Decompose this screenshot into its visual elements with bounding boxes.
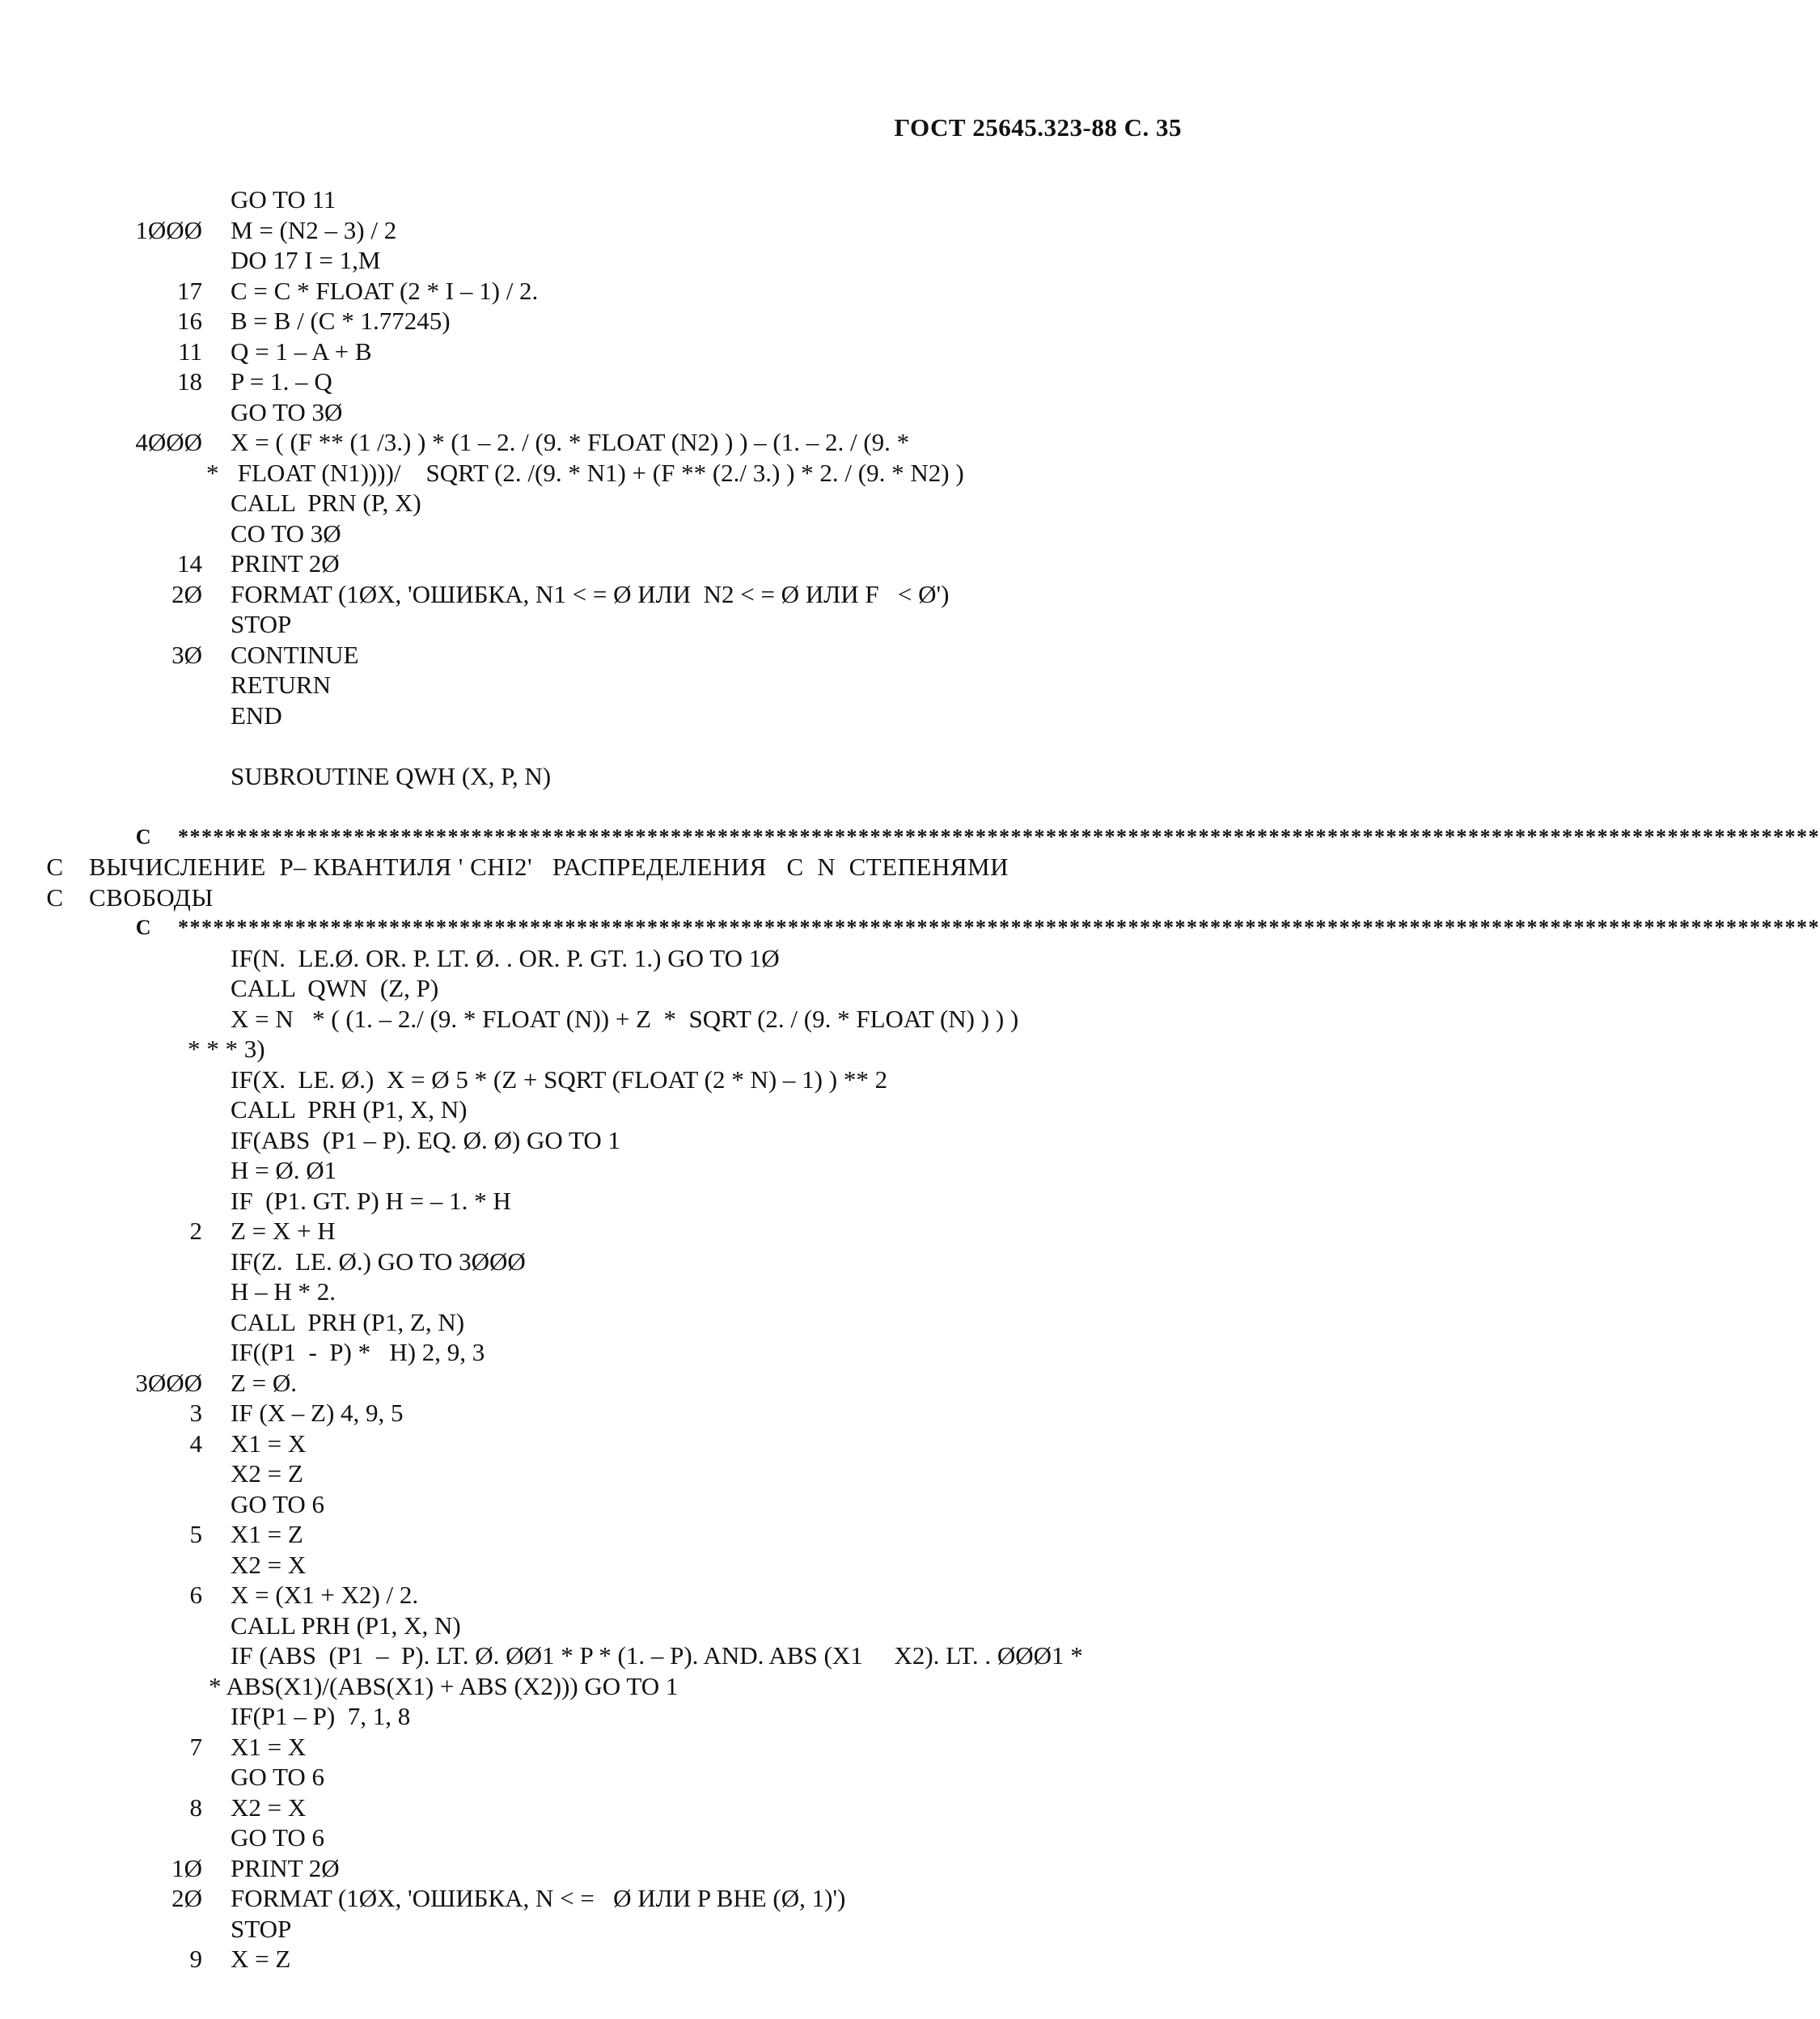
comment-separator xyxy=(89,912,1820,943)
statement-text: B = B / (C * 1.77245) xyxy=(231,307,451,335)
statement-text: IF(ABS (P1 – P). EQ. Ø. Ø) GO TO 1 xyxy=(231,1125,620,1154)
statement-label: 11 xyxy=(178,336,202,366)
statement-text: X1 = X xyxy=(231,1732,307,1761)
statement-label: 1ØØØ xyxy=(135,215,202,244)
statement-text: X2 = Z xyxy=(231,1459,303,1488)
statement-text: GO TO 11 xyxy=(231,185,336,214)
asterisk-rule: ******************************************************************************************************************************************** xyxy=(178,916,1820,939)
statement-text: IF (P1. GT. P) H = – 1. * H xyxy=(231,1186,511,1215)
statement-label: 7 xyxy=(189,1732,202,1761)
statement-text: * ABS(X1)/(ABS(X1) + ABS (X2))) GO TO 1 xyxy=(209,1671,679,1700)
statement-text: IF (X – Z) 4, 9, 5 xyxy=(231,1399,404,1427)
statement-text: H – H * 2. xyxy=(231,1277,336,1306)
statement-text: M = (N2 – 3) / 2 xyxy=(231,215,397,244)
statement-text: P = 1. – Q xyxy=(231,367,332,396)
statement-text: PRINT 2Ø xyxy=(231,549,340,578)
statement-text: X = N * ( (1. – 2./ (9. * FLOAT (N)) + Z * SQRT (2. / (9. * FLOAT (N) ) ) ) xyxy=(231,1004,1019,1033)
comment-text: СВОБОДЫ xyxy=(89,883,214,912)
statement-label: 1Ø xyxy=(171,1853,202,1882)
statement-text: Z = X + H xyxy=(231,1217,336,1245)
statement-text: IF(X. LE. Ø.) X = Ø 5 * (Z + SQRT (FLOAT (2 * N) – 1) ) ** 2 xyxy=(231,1065,888,1094)
statement-label: 3ØØØ xyxy=(135,1368,202,1397)
statement-text: GO TO 6 xyxy=(231,1763,324,1791)
statement-label: 2Ø xyxy=(171,1884,202,1912)
statement-text: PRINT 2Ø xyxy=(231,1853,340,1882)
statement-text: X = ( (F ** (1 /3.) ) * (1 – 2. / (9. * FLOAT (N2) ) ) – (1. – 2. / (9. * xyxy=(231,428,910,456)
statement-text: IF((P1 - P) * H) 2, 9, 3 xyxy=(231,1338,485,1366)
statement-label: 17 xyxy=(177,276,202,305)
comment-text: ВЫЧИСЛЕНИЕ P– КВАНТИЛЯ ' CHI2' РАСПРЕДЕЛЕНИЯ С N СТЕПЕНЯМИ xyxy=(89,853,1009,881)
statement-text: END xyxy=(231,701,282,730)
asterisk-rule: ******************************************************************************************************************************************** xyxy=(178,824,1820,849)
statement-label: 8 xyxy=(189,1793,202,1822)
statement-text: H = Ø. Ø1 xyxy=(231,1156,337,1184)
statement-text: X1 = Z xyxy=(231,1520,303,1548)
statement-text: CONTINUE xyxy=(231,640,359,669)
statement-text: CALL QWN (Z, P) xyxy=(231,974,439,1002)
statement-text: Q = 1 – A + B xyxy=(231,336,372,366)
comment-marker: C xyxy=(46,853,63,881)
statement-label: 4 xyxy=(189,1429,202,1458)
page-header: ГОСТ 25645.323-88 С. 35 xyxy=(894,113,1182,142)
statement-text: CALL PRH (P1, X, N) xyxy=(231,1095,468,1124)
statement-text: C = C * FLOAT (2 * I – 1) / 2. xyxy=(231,276,539,305)
comment-separator xyxy=(89,822,1820,853)
statement-text: X = (X1 + X2) / 2. xyxy=(231,1581,419,1609)
statement-text: IF(P1 – P) 7, 1, 8 xyxy=(231,1702,411,1730)
statement-label: 2Ø xyxy=(171,579,202,608)
statement-text: FORMAT (1ØX, 'ОШИБКА, N1 < = Ø ИЛИ N2 < = Ø ИЛИ F < Ø') xyxy=(231,579,950,608)
statement-label: 6 xyxy=(189,1581,202,1609)
comment-marker: C xyxy=(46,883,63,912)
statement-label: 3Ø xyxy=(171,640,202,669)
statement-text: GO TO 6 xyxy=(231,1823,324,1852)
statement-text: X2 = X xyxy=(231,1793,307,1822)
statement-text: STOP xyxy=(231,1914,292,1943)
statement-text: CALL PRH (P1, Z, N) xyxy=(231,1307,465,1336)
statement-text: * * * 3) xyxy=(188,1035,265,1063)
statement-label: 9 xyxy=(189,1945,202,1973)
statement-label: 5 xyxy=(189,1520,202,1548)
statement-text: IF(N. LE.Ø. OR. P. LT. Ø. . OR. P. GT. 1.) GO TO 1Ø xyxy=(231,943,780,972)
statement-text: CALL PRN (P, X) xyxy=(231,489,421,517)
comment-marker: C xyxy=(135,824,152,849)
statement-label: 3 xyxy=(189,1399,202,1427)
statement-label: 14 xyxy=(177,549,202,578)
statement-text: X1 = X xyxy=(231,1429,307,1458)
statement-text: STOP xyxy=(231,610,292,638)
statement-label: 18 xyxy=(177,367,202,396)
statement-text: * FLOAT (N1))))/ SQRT (2. /(9. * N1) + (F ** (2./ 3.) ) * 2. / (9. * N2) ) xyxy=(206,458,964,487)
statement-text: Z = Ø. xyxy=(231,1368,298,1397)
statement-text: IF (ABS (P1 – P). LT. Ø. ØØ1 * P * (1. – P). AND. ABS (X1 X2). LT. . ØØØ1 * xyxy=(231,1641,1083,1670)
statement-text: X2 = X xyxy=(231,1550,307,1579)
statement-text: CO TO 3Ø xyxy=(231,519,341,548)
comment-marker: C xyxy=(135,916,152,939)
statement-label: 4ØØØ xyxy=(135,428,202,456)
statement-label: 2 xyxy=(189,1217,202,1245)
statement-text: SUBROUTINE QWH (X, P, N) xyxy=(231,761,552,790)
statement-text: X = Z xyxy=(231,1945,291,1973)
statement-text: CALL PRH (P1, X, N) xyxy=(231,1611,461,1640)
statement-text: RETURN xyxy=(231,671,331,699)
statement-text: IF(Z. LE. Ø.) GO TO 3ØØØ xyxy=(231,1247,526,1276)
statement-text: GO TO 6 xyxy=(231,1489,324,1518)
statement-text: GO TO 3Ø xyxy=(231,397,343,426)
statement-text: FORMAT (1ØX, 'ОШИБКА, N < = Ø ИЛИ P ВНЕ (Ø, 1)') xyxy=(231,1884,846,1912)
statement-text: DO 17 I = 1,M xyxy=(231,246,381,274)
statement-label: 16 xyxy=(177,307,202,335)
